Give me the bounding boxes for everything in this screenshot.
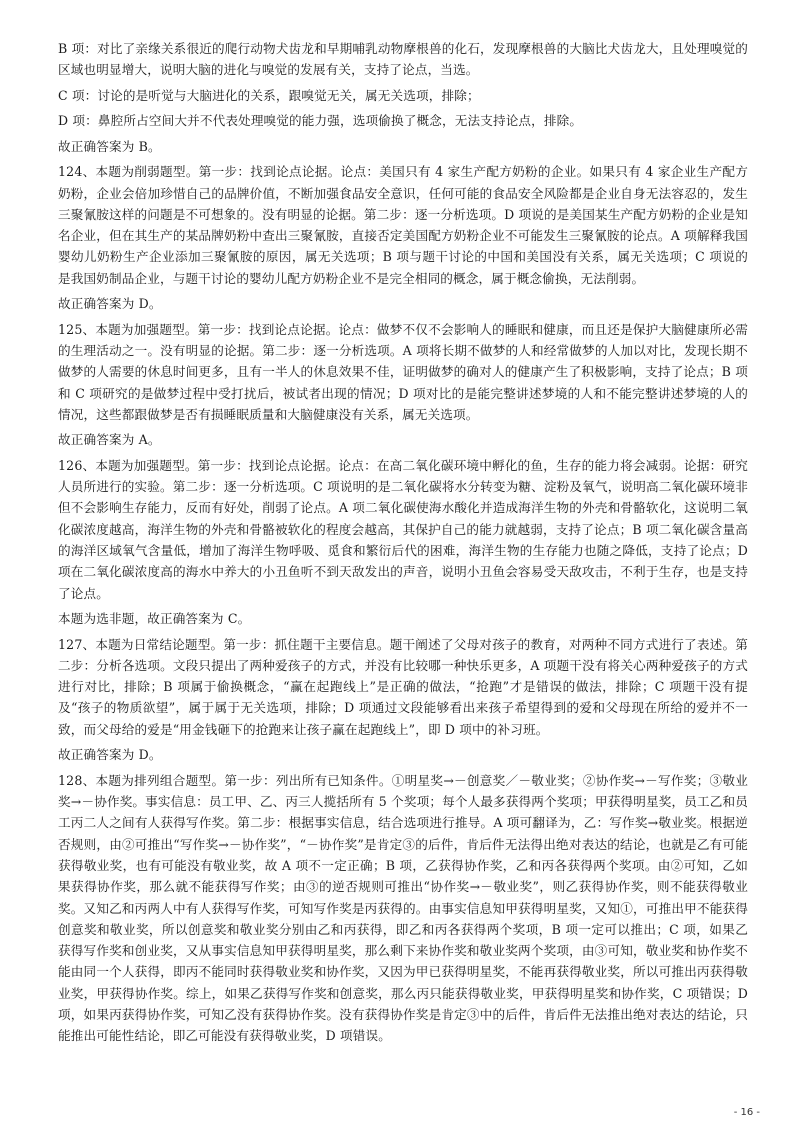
question-124-explanation: 124、本题为削弱题型。第一步：找到论点论据。论点：美国只有 4 家生产配方奶粉的企业。如果只有 4 家企业生产配方奶粉，企业会倍加珍惜自己的品牌价值，不断加强食品安全意识，任何可能的食品安全风险都是企业自身无法容忍的，发生三聚氰胺这样的问题是不可想象的。没有明显的论据。第二步：逐一分析选项。D 项说的是美国某生产配方奶粉的企业是知名企业，但在其生产的某品牌奶粉中查出三聚氰胺，直接否定美国配方奶粉企业不可能发生三聚氰胺的论点。A 项解释我国婴幼儿奶粉生产企业添加三聚氰胺的原因，属无关选项；B 项与题干讨论的中国和美国没有关系，属无关选项；C 项说的是我国奶制品企业，与题干讨论的婴幼儿配方奶粉企业不是完全相同的概念，属于概念偷换，无法削弱。 [58, 164, 748, 286]
question-125-explanation: 125、本题为加强题型。第一步：找到论点论据。论点：做梦不仅不会影响人的睡眠和健康，而且还是保护大脑健康所必需的生理活动之一。没有明显的论据。第二步：逐一分析选项。A 项将长期不做梦的人和经常做梦的人加以对比，发现长期不做梦的人需要的休息时间更多，且有一半人的休息效果不佳，证明做梦的确对人的健康产生了积极影响，支持了论点；B 项和 C 项研究的是做梦过程中受打扰后，被试者出现的情况；D 项对比的是能完整讲述梦境的人和不能完整讲述梦境的人的情况，这些都跟做梦是否有损睡眠质量和大脑健康没有关系，属无关选项。 [58, 321, 748, 422]
page-number: - 16 - [733, 1107, 760, 1118]
paragraph-option-c: C 项：讨论的是听觉与大脑进化的关系，跟嗅觉无关，属无关选项，排除； [58, 87, 480, 103]
question-127-explanation: 127、本题为日常结论题型。第一步：抓住题干主要信息。题干阐述了父母对孩子的教育，对两种不同方式进行了表述。第二步：分析各选项。文段只提出了两种爱孩子的方式，并没有比较哪一种快乐更多，A 项题干没有将关心两种爱孩子的方式进行对比，排除；B 项属于偷换概念，“赢在起跑线上”是正确的做法，“抢跑”才是错误的做法，排除；C 项题干没有提及“孩子的物质欲望”，属于属于无关选项，排除；D 项通过文段能够看出来孩子希望得到的爱和父母现在所给的爱并不一致，而父母给的爱是“用金钱砸下的抢跑来让孩子赢在起跑线上”，即 D 项中的补习班。 [58, 636, 748, 737]
question-125-answer: 故正确答案为 A。 [58, 432, 161, 448]
paragraph-option-d: D 项：鼻腔所占空间大并不代表处理嗅觉的能力强，选项偷换了概念，无法支持论点，排除。 [58, 113, 583, 129]
question-124-answer: 故正确答案为 D。 [58, 296, 162, 312]
question-128-explanation: 128、本题为排列组合题型。第一步：列出所有已知条件。①明星奖→－创意奖／－敬业奖；②协作奖→－写作奖；③敬业奖→－协作奖。事实信息：员工甲、乙、丙三人揽括所有 5 个奖项；每个人最多获得两个奖项；甲获得明星奖，员工乙和员工丙二人之间有人获得写作奖。第二步：根据事实信息，结合选项进行推导。A 项可翻译为，乙：写作奖→敬业奖。根据逆否规则，由②可推出“写作奖→－协作奖”，“－协作奖”是肯定③的后件，肯后件无法得出绝对表达的结论，也就是乙有可能获得敬业奖，也有可能没有敬业奖，故 A 项不一定正确；B 项，乙获得协作奖，乙和丙各获得两个奖项。由②可知，乙如果获得协作奖，那么就不能获得写作奖；由③的逆否规则可推出“协作奖→－敬业奖”，则乙获得协作奖，则不能获得敬业奖。又知乙和丙两人中有人获得写作奖，可知写作奖是丙获得的。由事实信息知甲获得明星奖，又知①，可推出甲不能获得创意奖和敬业奖，所以创意奖和敬业奖分别由乙和丙获得，即乙和丙各获得两个奖项，B 项一定可以推出；C 项，如果乙获得写作奖和创业奖，又从事实信息知甲获得明星奖，那么剩下来协作奖和敬业奖两个奖项，由③可知，敬业奖和协作奖不能由同一个人获得，即丙不能同时获得敬业奖和协作奖，又因为甲已获得明星奖，不能再获得敬业奖，所以可推出丙获得敬业奖，甲获得协作奖。综上，如果乙获得写作奖和创意奖，那么丙只能获得敬业奖，甲获得明星奖和协作奖，C 项错误；D 项，如果丙获得协作奖，可知乙没有获得协作奖。没有获得协作奖是肯定③中的后件，肯后件无法推出绝对表达的结论，只能推出可能性结论，即乙可能没有获得敬业奖，D 项错误。 [58, 772, 748, 1044]
document-body [58, 38, 748, 1051]
question-126-answer: 本题为选非题，故正确答案为 C。 [58, 611, 251, 627]
question-126-explanation: 126、本题为加强题型。第一步：找到论点论据。论点：在高二氧化碳环境中孵化的鱼，生存的能力将会减弱。论据：研究人员所进行的实验。第二步：逐一分析选项。C 项说明的是二氧化碳将水分转变为糖、淀粉及氧气，说明高二氧化碳环境非但不会影响生存能力，反而有好处，削弱了论点。A 项二氧化碳使海水酸化并造成海洋生物的外壳和骨骼软化，这说明二氧化碳浓度越高，海洋生物的外壳和骨骼被软化的程度会越高，其保护自己的能力就越弱，支持了论点；B 项二氧化碳含量高的海洋区域氧气含量低，增加了海洋生物呼吸、觅食和繁衍后代的困难，海洋生物的生存能力也随之降低，支持了论点；D 项在二氧化碳浓度高的海水中养大的小丑鱼听不到天敌发出的声音，说明小丑鱼会容易受天敌攻击，不利于生存，也是支持了论点。 [58, 457, 748, 601]
answer-line: 故正确答案为 B。 [58, 138, 161, 154]
question-127-answer: 故正确答案为 D。 [58, 747, 162, 763]
paragraph-option-b: B 项：对比了亲缘关系很近的爬行动物犬齿龙和早期哺乳动物摩根兽的化石，发现摩根兽的大脑比犬齿龙大，且处理嗅觉的区域也明显增大，说明大脑的进化与嗅觉的发展有关，支持了论点，当选。 [58, 41, 748, 78]
